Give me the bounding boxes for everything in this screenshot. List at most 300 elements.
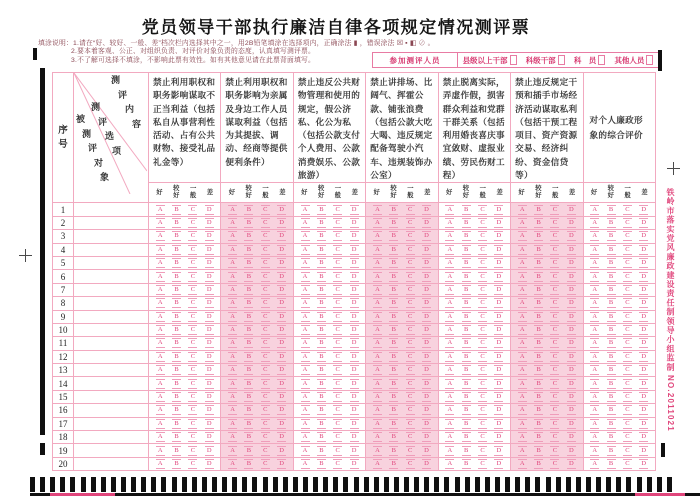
bubble-D[interactable]: D [639,365,648,375]
bubble-C[interactable]: C [406,392,415,402]
bubble-C[interactable]: C [261,405,270,415]
bubble-D[interactable]: D [350,218,359,228]
bubble-A[interactable]: A [518,245,527,255]
bubble-D[interactable]: D [639,231,648,241]
bubble-A[interactable]: A [590,325,599,335]
bubble-D[interactable]: D [205,338,214,348]
bubble-D[interactable]: D [277,298,286,308]
bubble-D[interactable]: D [205,245,214,255]
bubble-B[interactable]: B [317,285,326,295]
bubble-C[interactable]: C [261,338,270,348]
bubble-B[interactable]: B [244,285,253,295]
bubble-D[interactable]: D [567,352,576,362]
bubble-A[interactable]: A [445,258,454,268]
bubble-B[interactable]: B [462,352,471,362]
bubble-D[interactable]: D [567,258,576,268]
bubble-D[interactable]: D [639,312,648,322]
evaluatee-name-cell[interactable] [74,297,149,310]
bubble-B[interactable]: B [389,312,398,322]
bubble-B[interactable]: B [534,338,543,348]
bubble-B[interactable]: B [534,379,543,389]
bubble-B[interactable]: B [244,298,253,308]
bubble-D[interactable]: D [639,325,648,335]
bubble-A[interactable]: A [228,205,237,215]
bubble-C[interactable]: C [406,446,415,456]
bubble-D[interactable]: D [567,272,576,282]
bubble-D[interactable]: D [494,392,503,402]
bubble-A[interactable]: A [228,419,237,429]
bubble-C[interactable]: C [333,419,342,429]
bubble-B[interactable]: B [607,459,616,469]
bubble-C[interactable]: C [406,258,415,268]
bubble-A[interactable]: A [373,312,382,322]
bubble-B[interactable]: B [172,298,181,308]
bubble-C[interactable]: C [550,325,559,335]
bubble-C[interactable]: C [478,392,487,402]
bubble-C[interactable]: C [333,245,342,255]
bubble-C[interactable]: C [188,325,197,335]
bubble-A[interactable]: A [518,365,527,375]
bubble-B[interactable]: B [244,325,253,335]
bubble-C[interactable]: C [261,365,270,375]
bubble-A[interactable]: A [301,392,310,402]
bubble-A[interactable]: A [156,352,165,362]
bubble-A[interactable]: A [301,258,310,268]
bubble-C[interactable]: C [333,312,342,322]
bubble-B[interactable]: B [317,459,326,469]
bubble-D[interactable]: D [205,446,214,456]
bubble-B[interactable]: B [172,405,181,415]
bubble-D[interactable]: D [639,405,648,415]
bubble-C[interactable]: C [261,231,270,241]
evaluatee-name-cell[interactable] [74,417,149,430]
bubble-A[interactable]: A [156,338,165,348]
bubble-A[interactable]: A [373,338,382,348]
bubble-A[interactable]: A [301,312,310,322]
bubble-A[interactable]: A [445,365,454,375]
bubble-A[interactable]: A [301,205,310,215]
bubble-B[interactable]: B [462,432,471,442]
bubble-A[interactable]: A [301,379,310,389]
bubble-B[interactable]: B [462,205,471,215]
bubble-C[interactable]: C [550,258,559,268]
bubble-C[interactable]: C [406,459,415,469]
bubble-A[interactable]: A [373,446,382,456]
bubble-D[interactable]: D [205,298,214,308]
bubble-B[interactable]: B [244,312,253,322]
bubble-A[interactable]: A [590,459,599,469]
bubble-D[interactable]: D [205,365,214,375]
bubble-A[interactable]: A [518,405,527,415]
bubble-C[interactable]: C [623,218,632,228]
bubble-B[interactable]: B [244,405,253,415]
bubble-C[interactable]: C [333,272,342,282]
bubble-B[interactable]: B [462,312,471,322]
bubble-D[interactable]: D [422,459,431,469]
bubble-D[interactable]: D [350,272,359,282]
bubble-B[interactable]: B [607,258,616,268]
bubble-B[interactable]: B [534,405,543,415]
bubble-B[interactable]: B [172,231,181,241]
bubble-D[interactable]: D [567,218,576,228]
bubble-C[interactable]: C [333,352,342,362]
bubble-A[interactable]: A [445,419,454,429]
bubble-D[interactable]: D [494,285,503,295]
bubble-B[interactable]: B [244,231,253,241]
bubble-B[interactable]: B [172,312,181,322]
evaluatee-name-cell[interactable] [74,323,149,336]
bubble-A[interactable]: A [373,245,382,255]
bubble-C[interactable]: C [406,285,415,295]
bubble-D[interactable]: D [639,432,648,442]
bubble-B[interactable]: B [244,365,253,375]
bubble-A[interactable]: A [445,231,454,241]
evaluatee-name-cell[interactable] [74,337,149,350]
bubble-A[interactable]: A [373,352,382,362]
bubble-B[interactable]: B [607,205,616,215]
bubble-D[interactable]: D [277,258,286,268]
bubble-C[interactable]: C [478,379,487,389]
bubble-D[interactable]: D [639,392,648,402]
bubble-B[interactable]: B [317,298,326,308]
bubble-D[interactable]: D [422,298,431,308]
bubble-B[interactable]: B [534,218,543,228]
bubble-C[interactable]: C [550,392,559,402]
bubble-A[interactable]: A [156,205,165,215]
evaluatee-name-cell[interactable] [74,256,149,269]
bubble-C[interactable]: C [550,432,559,442]
bubble-A[interactable]: A [373,205,382,215]
bubble-B[interactable]: B [244,432,253,442]
bubble-B[interactable]: B [317,365,326,375]
bubble-A[interactable]: A [156,285,165,295]
bubble-C[interactable]: C [550,272,559,282]
bubble-D[interactable]: D [567,325,576,335]
bubble-D[interactable]: D [494,258,503,268]
bubble-C[interactable]: C [623,298,632,308]
bubble-C[interactable]: C [623,459,632,469]
bubble-A[interactable]: A [156,419,165,429]
bubble-B[interactable]: B [389,459,398,469]
bubble-D[interactable]: D [639,272,648,282]
bubble-A[interactable]: A [590,379,599,389]
bubble-D[interactable]: D [494,312,503,322]
bubble-D[interactable]: D [350,365,359,375]
bubble-B[interactable]: B [462,392,471,402]
bubble-C[interactable]: C [188,365,197,375]
bubble-C[interactable]: C [261,272,270,282]
bubble-C[interactable]: C [261,205,270,215]
evaluatee-name-cell[interactable] [74,431,149,444]
bubble-A[interactable]: A [373,325,382,335]
bubble-D[interactable]: D [205,325,214,335]
bubble-B[interactable]: B [389,365,398,375]
bubble-C[interactable]: C [406,365,415,375]
bubble-D[interactable]: D [494,218,503,228]
bubble-C[interactable]: C [188,272,197,282]
bubble-D[interactable]: D [277,218,286,228]
bubble-D[interactable]: D [277,365,286,375]
bubble-D[interactable]: D [205,205,214,215]
bubble-A[interactable]: A [373,272,382,282]
bubble-D[interactable]: D [639,379,648,389]
bubble-D[interactable]: D [639,258,648,268]
bubble-B[interactable]: B [607,365,616,375]
bubble-C[interactable]: C [550,419,559,429]
evaluatee-name-cell[interactable] [74,377,149,390]
bubble-D[interactable]: D [277,245,286,255]
bubble-C[interactable]: C [333,446,342,456]
bubble-B[interactable]: B [317,392,326,402]
bubble-A[interactable]: A [445,285,454,295]
bubble-B[interactable]: B [607,405,616,415]
evaluatee-name-cell[interactable] [74,216,149,229]
bubble-A[interactable]: A [445,298,454,308]
bubble-B[interactable]: B [534,245,543,255]
bubble-C[interactable]: C [478,285,487,295]
bubble-C[interactable]: C [478,459,487,469]
bubble-D[interactable]: D [494,379,503,389]
bubble-A[interactable]: A [445,432,454,442]
bubble-A[interactable]: A [228,312,237,322]
bubble-A[interactable]: A [590,312,599,322]
bubble-A[interactable]: A [518,338,527,348]
bubble-B[interactable]: B [607,298,616,308]
bubble-B[interactable]: B [389,352,398,362]
bubble-A[interactable]: A [301,338,310,348]
bubble-B[interactable]: B [317,405,326,415]
bubble-B[interactable]: B [389,245,398,255]
bubble-A[interactable]: A [445,392,454,402]
bubble-C[interactable]: C [188,352,197,362]
bubble-B[interactable]: B [607,231,616,241]
bubble-D[interactable]: D [494,446,503,456]
bubble-C[interactable]: C [261,446,270,456]
bubble-D[interactable]: D [350,258,359,268]
bubble-B[interactable]: B [462,405,471,415]
bubble-C[interactable]: C [188,285,197,295]
bubble-B[interactable]: B [244,258,253,268]
bubble-B[interactable]: B [534,392,543,402]
bubble-B[interactable]: B [462,231,471,241]
bubble-C[interactable]: C [261,392,270,402]
bubble-A[interactable]: A [228,392,237,402]
bubble-D[interactable]: D [277,419,286,429]
bubble-A[interactable]: A [445,338,454,348]
bubble-C[interactable]: C [188,446,197,456]
bubble-B[interactable]: B [244,392,253,402]
bubble-B[interactable]: B [534,459,543,469]
bubble-A[interactable]: A [228,365,237,375]
bubble-C[interactable]: C [550,312,559,322]
bubble-C[interactable]: C [623,392,632,402]
bubble-B[interactable]: B [534,231,543,241]
bubble-B[interactable]: B [534,312,543,322]
evaluatee-name-cell[interactable] [74,270,149,283]
bubble-D[interactable]: D [494,272,503,282]
bubble-B[interactable]: B [244,446,253,456]
bubble-A[interactable]: A [518,258,527,268]
bubble-D[interactable]: D [277,352,286,362]
bubble-C[interactable]: C [261,298,270,308]
bubble-B[interactable]: B [317,258,326,268]
bubble-D[interactable]: D [205,312,214,322]
bubble-C[interactable]: C [478,272,487,282]
bubble-B[interactable]: B [607,379,616,389]
bubble-A[interactable]: A [301,419,310,429]
bubble-D[interactable]: D [350,405,359,415]
bubble-B[interactable]: B [462,218,471,228]
bubble-A[interactable]: A [373,379,382,389]
bubble-C[interactable]: C [478,245,487,255]
evaluatee-name-cell[interactable] [74,444,149,457]
bubble-B[interactable]: B [244,272,253,282]
bubble-A[interactable]: A [518,298,527,308]
bubble-C[interactable]: C [188,312,197,322]
bubble-A[interactable]: A [156,245,165,255]
bubble-A[interactable]: A [228,459,237,469]
bubble-B[interactable]: B [172,258,181,268]
bubble-D[interactable]: D [639,352,648,362]
bubble-D[interactable]: D [277,231,286,241]
bubble-D[interactable]: D [205,218,214,228]
bubble-D[interactable]: D [350,392,359,402]
bubble-A[interactable]: A [373,459,382,469]
bubble-B[interactable]: B [244,379,253,389]
bubble-D[interactable]: D [277,285,286,295]
bubble-D[interactable]: D [205,258,214,268]
bubble-A[interactable]: A [445,325,454,335]
bubble-D[interactable]: D [567,245,576,255]
bubble-D[interactable]: D [422,231,431,241]
bubble-D[interactable]: D [494,298,503,308]
evaluatee-name-cell[interactable] [74,283,149,296]
bubble-A[interactable]: A [590,392,599,402]
bubble-A[interactable]: A [518,231,527,241]
participant-checkbox[interactable] [558,55,565,65]
bubble-D[interactable]: D [567,365,576,375]
bubble-B[interactable]: B [389,298,398,308]
bubble-B[interactable]: B [607,218,616,228]
bubble-A[interactable]: A [518,419,527,429]
evaluatee-name-cell[interactable] [74,364,149,377]
bubble-B[interactable]: B [607,338,616,348]
bubble-C[interactable]: C [478,312,487,322]
bubble-B[interactable]: B [389,205,398,215]
bubble-D[interactable]: D [422,272,431,282]
bubble-B[interactable]: B [172,338,181,348]
bubble-A[interactable]: A [156,298,165,308]
bubble-D[interactable]: D [277,325,286,335]
bubble-A[interactable]: A [228,352,237,362]
bubble-B[interactable]: B [172,245,181,255]
bubble-A[interactable]: A [156,312,165,322]
bubble-A[interactable]: A [590,419,599,429]
bubble-B[interactable]: B [172,419,181,429]
bubble-C[interactable]: C [550,352,559,362]
bubble-D[interactable]: D [639,459,648,469]
bubble-A[interactable]: A [156,231,165,241]
bubble-D[interactable]: D [277,446,286,456]
bubble-A[interactable]: A [373,231,382,241]
bubble-C[interactable]: C [261,218,270,228]
bubble-C[interactable]: C [550,338,559,348]
bubble-D[interactable]: D [277,312,286,322]
bubble-D[interactable]: D [422,446,431,456]
bubble-D[interactable]: D [422,312,431,322]
bubble-D[interactable]: D [422,325,431,335]
bubble-C[interactable]: C [623,379,632,389]
evaluatee-name-cell[interactable] [74,457,149,470]
bubble-A[interactable]: A [301,325,310,335]
bubble-C[interactable]: C [188,338,197,348]
bubble-C[interactable]: C [478,365,487,375]
bubble-A[interactable]: A [445,352,454,362]
bubble-B[interactable]: B [534,205,543,215]
bubble-C[interactable]: C [333,258,342,268]
bubble-C[interactable]: C [623,352,632,362]
bubble-D[interactable]: D [277,205,286,215]
evaluatee-name-cell[interactable] [74,203,149,216]
bubble-C[interactable]: C [478,325,487,335]
bubble-B[interactable]: B [607,245,616,255]
bubble-A[interactable]: A [518,205,527,215]
bubble-A[interactable]: A [590,432,599,442]
bubble-C[interactable]: C [550,285,559,295]
bubble-D[interactable]: D [567,419,576,429]
bubble-A[interactable]: A [228,338,237,348]
bubble-A[interactable]: A [156,379,165,389]
bubble-D[interactable]: D [422,379,431,389]
bubble-C[interactable]: C [406,325,415,335]
bubble-B[interactable]: B [172,285,181,295]
bubble-A[interactable]: A [518,312,527,322]
bubble-C[interactable]: C [261,419,270,429]
bubble-C[interactable]: C [261,459,270,469]
bubble-C[interactable]: C [188,258,197,268]
bubble-D[interactable]: D [205,272,214,282]
bubble-B[interactable]: B [389,392,398,402]
bubble-A[interactable]: A [518,272,527,282]
evaluatee-name-cell[interactable] [74,230,149,243]
bubble-C[interactable]: C [333,285,342,295]
bubble-C[interactable]: C [623,446,632,456]
bubble-D[interactable]: D [494,365,503,375]
bubble-B[interactable]: B [389,446,398,456]
bubble-C[interactable]: C [333,231,342,241]
bubble-B[interactable]: B [244,245,253,255]
bubble-B[interactable]: B [172,446,181,456]
bubble-A[interactable]: A [373,392,382,402]
bubble-B[interactable]: B [389,432,398,442]
bubble-A[interactable]: A [445,205,454,215]
bubble-D[interactable]: D [350,352,359,362]
bubble-C[interactable]: C [550,379,559,389]
bubble-C[interactable]: C [333,218,342,228]
bubble-D[interactable]: D [422,285,431,295]
bubble-B[interactable]: B [462,325,471,335]
bubble-D[interactable]: D [639,245,648,255]
bubble-A[interactable]: A [301,459,310,469]
bubble-D[interactable]: D [639,338,648,348]
bubble-B[interactable]: B [462,446,471,456]
bubble-D[interactable]: D [277,405,286,415]
bubble-C[interactable]: C [623,419,632,429]
bubble-D[interactable]: D [350,446,359,456]
bubble-B[interactable]: B [244,205,253,215]
bubble-B[interactable]: B [172,432,181,442]
evaluatee-name-cell[interactable] [74,310,149,323]
